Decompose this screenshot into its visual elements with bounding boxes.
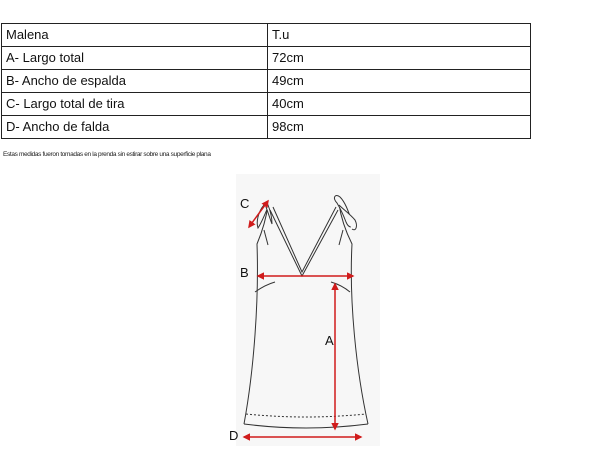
row-label-cell: C- Largo total de tira bbox=[2, 93, 268, 116]
header-size-cell: T.u bbox=[268, 24, 531, 47]
measurement-arrows bbox=[244, 201, 361, 437]
label-d: D bbox=[229, 428, 239, 443]
dress-outline bbox=[244, 204, 368, 428]
row-label-cell: B- Ancho de espalda bbox=[2, 70, 268, 93]
row-value-cell: 72cm bbox=[268, 47, 531, 70]
row-label-cell: A- Largo total bbox=[2, 47, 268, 70]
row-value-cell: 40cm bbox=[268, 93, 531, 116]
label-c: C bbox=[240, 196, 250, 211]
measurement-note: Estas medidas fueron tomadas en la prenda sin estirar sobre una superficie plana bbox=[3, 151, 211, 158]
strap-bows bbox=[257, 196, 356, 230]
row-value-cell: 98cm bbox=[268, 116, 531, 139]
row-value-cell: 49cm bbox=[268, 70, 531, 93]
label-b: B bbox=[240, 265, 249, 280]
header-name-cell: Malena bbox=[2, 24, 268, 47]
label-a: A bbox=[325, 333, 334, 348]
row-label-cell: D- Ancho de falda bbox=[2, 116, 268, 139]
